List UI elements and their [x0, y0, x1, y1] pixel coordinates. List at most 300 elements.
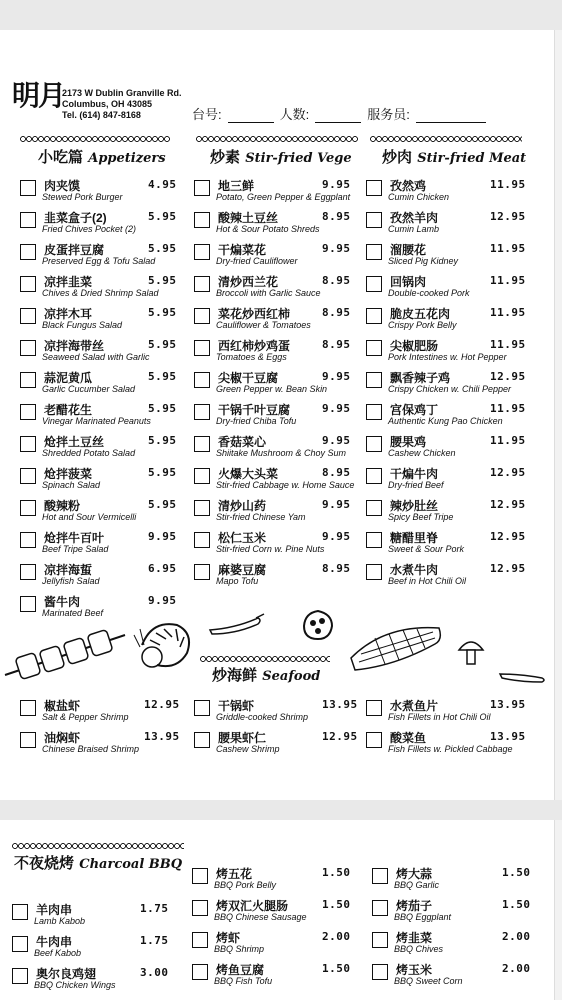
menu-item: [192, 864, 352, 896]
menu-item: [20, 432, 180, 464]
mushroom-icon: [455, 634, 487, 670]
item-name-en: Salt & Pepper Shrimp: [42, 712, 129, 722]
order-checkbox[interactable]: [192, 868, 208, 884]
item-name-en: Jellyfish Salad: [42, 576, 100, 586]
order-checkbox[interactable]: [20, 372, 36, 388]
menu-item: [194, 728, 356, 760]
order-checkbox[interactable]: [194, 340, 210, 356]
menu-item: [366, 528, 526, 560]
item-name-zh: 烤五花: [216, 867, 253, 881]
order-checkbox[interactable]: [20, 308, 36, 324]
item-name-en: Crispy Chicken w. Chili Pepper: [388, 384, 512, 394]
item-name-zh: 宫保鸡丁: [390, 403, 439, 417]
order-checkbox[interactable]: [366, 372, 382, 388]
item-name-zh: 水煮牛肉: [390, 563, 439, 577]
menu-page-2: [0, 820, 562, 1000]
item-name-en: Vinegar Marinated Peanuts: [42, 416, 151, 426]
item-name-en: Chinese Braised Shrimp: [42, 744, 140, 754]
menu-item: [20, 208, 180, 240]
item-name-en: Stir-fried Chinese Yam: [216, 512, 306, 522]
item-price: 13.95: [490, 698, 526, 711]
item-price: 5.95: [148, 402, 177, 415]
order-checkbox[interactable]: [194, 700, 210, 716]
order-checkbox[interactable]: [366, 500, 382, 516]
item-name-zh: 烤大蒜: [396, 867, 433, 881]
item-price: 11.95: [490, 338, 526, 351]
item-name-zh: 清炒西兰花: [218, 275, 279, 289]
item-price: 1.50: [322, 962, 351, 975]
bbq-list: [12, 900, 172, 996]
order-checkbox[interactable]: [194, 276, 210, 292]
menu-item: [194, 272, 356, 304]
menu-item: [366, 336, 526, 368]
item-name-zh: 孜然鸡: [390, 179, 427, 193]
seafood-list: [366, 696, 526, 760]
item-price: 8.95: [322, 562, 351, 575]
item-name-zh: 溜腰花: [390, 243, 427, 257]
item-price: 1.50: [502, 866, 531, 879]
item-name-zh: 腰果虾仁: [218, 731, 267, 745]
item-name-zh: 尖椒干豆腐: [218, 371, 279, 385]
menu-item: [194, 176, 356, 208]
divider: [196, 135, 358, 143]
item-name-zh: 辣炒肚丝: [390, 499, 439, 513]
item-name-en: Fried Chives Pocket (2): [42, 224, 137, 234]
menu-item: [20, 240, 180, 272]
item-price: 5.95: [148, 466, 177, 479]
meat-heading: [382, 146, 526, 167]
order-checkbox[interactable]: [192, 900, 208, 916]
menu-item: [366, 560, 526, 592]
shrimp-icon: [132, 615, 202, 675]
order-fields: [192, 104, 486, 123]
order-checkbox[interactable]: [366, 340, 382, 356]
item-name-zh: 羊肉串: [36, 903, 73, 917]
order-checkbox[interactable]: [20, 404, 36, 420]
item-price: 9.95: [322, 434, 351, 447]
item-name-en: BBQ Pork Belly: [214, 880, 277, 890]
item-name-en: Crispy Pork Belly: [388, 320, 457, 330]
restaurant-address: [62, 88, 182, 121]
item-name-en: Garlic Cucumber Salad: [42, 384, 136, 394]
heading-en: Stir-fried Meat: [417, 151, 527, 166]
meat-list: [366, 176, 526, 592]
item-name-zh: 烤茄子: [396, 899, 433, 913]
item-name-en: Shredded Potato Salad: [42, 448, 136, 458]
menu-item: [366, 496, 526, 528]
table-field[interactable]: [228, 109, 274, 123]
item-name-zh: 炝拌土豆丝: [44, 435, 105, 449]
heading-en: Charcoal BBQ: [79, 857, 183, 872]
item-price: 12.95: [490, 562, 526, 575]
item-price: 8.95: [322, 274, 351, 287]
kabob-icon: [0, 620, 130, 690]
item-price: 5.95: [148, 242, 177, 255]
item-name-en: Beef Kabob: [34, 948, 82, 958]
item-name-en: Potato, Green Pepper & Eggplant: [216, 192, 351, 202]
item-price: 11.95: [490, 402, 526, 415]
chili-pepper-icon: [496, 666, 550, 686]
item-name-en: Hot and Sour Vermicelli: [42, 512, 137, 522]
item-name-en: Pork Intestines w. Hot Pepper: [388, 352, 507, 362]
item-name-en: Lamb Kabob: [34, 916, 86, 926]
item-name-zh: 凉拌木耳: [44, 307, 93, 321]
item-name-zh: 椒盐虾: [44, 699, 81, 713]
order-checkbox[interactable]: [20, 276, 36, 292]
seafood-list: [20, 696, 180, 760]
menu-item: [194, 496, 356, 528]
menu-item: [194, 368, 356, 400]
restaurant-logo: 明月: [12, 79, 65, 112]
item-name-en: BBQ Sweet Corn: [394, 976, 463, 986]
order-checkbox[interactable]: [194, 732, 210, 748]
item-name-en: Stewed Pork Burger: [42, 192, 123, 202]
item-price: 1.50: [322, 866, 351, 879]
people-label: 人数:: [279, 107, 310, 122]
order-checkbox[interactable]: [372, 900, 388, 916]
item-name-zh: 孜然羊肉: [390, 211, 439, 225]
item-name-zh: 烤玉米: [396, 963, 433, 977]
item-name-zh: 炝拌牛百叶: [44, 531, 105, 545]
item-price: 11.95: [490, 306, 526, 319]
menu-item: [366, 464, 526, 496]
order-checkbox[interactable]: [366, 436, 382, 452]
menu-item: [366, 304, 526, 336]
order-checkbox[interactable]: [20, 700, 36, 716]
order-checkbox[interactable]: [20, 596, 36, 612]
heading-zh: 不夜烧烤: [14, 854, 75, 872]
item-name-en: Marinated Beef: [42, 608, 104, 618]
item-name-zh: 火爆大头菜: [218, 467, 279, 481]
item-price: 9.95: [322, 178, 351, 191]
pepper-slice-icon: [300, 608, 336, 642]
order-checkbox[interactable]: [194, 372, 210, 388]
order-checkbox[interactable]: [20, 564, 36, 580]
heading-zh: 炒海鲜: [212, 666, 258, 684]
order-checkbox[interactable]: [366, 212, 382, 228]
order-checkbox[interactable]: [20, 532, 36, 548]
item-name-zh: 干煸菜花: [218, 243, 267, 257]
menu-item: [372, 896, 532, 928]
item-price: 12.95: [490, 530, 526, 543]
divider: [370, 135, 522, 143]
menu-item: [12, 932, 172, 964]
item-name-en: Fish Fillets w. Pickled Cabbage: [388, 744, 513, 754]
item-price: 11.95: [490, 242, 526, 255]
order-checkbox[interactable]: [194, 564, 210, 580]
vegetables-list: [194, 176, 356, 592]
item-name-zh: 蒜泥黄瓜: [44, 371, 93, 385]
server-label: 服务员:: [367, 107, 410, 122]
item-name-en: Shiitake Mushroom & Choy Sum: [216, 448, 347, 458]
heading-zh: 炒肉: [382, 148, 413, 166]
order-checkbox[interactable]: [194, 500, 210, 516]
item-price: 12.95: [144, 698, 180, 711]
order-checkbox[interactable]: [366, 244, 382, 260]
address-line-2: Columbus, OH 43085: [62, 99, 153, 109]
page-edge: [554, 30, 562, 800]
item-price: 9.95: [148, 594, 177, 607]
order-checkbox[interactable]: [12, 904, 28, 920]
order-checkbox[interactable]: [194, 212, 210, 228]
item-name-en: Cumin Chicken: [388, 192, 450, 202]
order-checkbox[interactable]: [194, 404, 210, 420]
item-name-zh: 烤双汇火腿肠: [216, 899, 289, 913]
item-price: 5.95: [148, 434, 177, 447]
item-name-zh: 飘香辣子鸡: [390, 371, 451, 385]
order-checkbox[interactable]: [192, 964, 208, 980]
menu-item: [366, 208, 526, 240]
item-name-en: Double-cooked Pork: [388, 288, 470, 298]
item-name-zh: 干锅虾: [218, 699, 255, 713]
item-name-zh: 水煮鱼片: [390, 699, 439, 713]
item-name-en: Sliced Pig Kidney: [388, 256, 459, 266]
item-name-en: Authentic Kung Pao Chicken: [388, 416, 503, 426]
item-name-zh: 菜花炒西红柿: [218, 307, 291, 321]
item-price: 2.00: [322, 930, 351, 943]
address-line-1: 2173 W Dublin Granville Rd.: [62, 88, 182, 98]
item-name-en: Griddle-cooked Shrimp: [216, 712, 309, 722]
item-name-zh: 肉夹馍: [44, 179, 81, 193]
item-name-en: Spicy Beef Tripe: [388, 512, 454, 522]
item-name-zh: 炝拌菠菜: [44, 467, 93, 481]
item-price: 2.00: [502, 962, 531, 975]
order-checkbox[interactable]: [20, 732, 36, 748]
order-checkbox[interactable]: [12, 936, 28, 952]
item-name-en: Sweet & Sour Pork: [388, 544, 465, 554]
vegetables-heading: [210, 146, 352, 167]
order-checkbox[interactable]: [194, 532, 210, 548]
menu-item: [366, 400, 526, 432]
item-name-zh: 西红柿炒鸡蛋: [218, 339, 291, 353]
item-name-en: Stir-fried Corn w. Pine Nuts: [216, 544, 325, 554]
item-name-en: Cumin Lamb: [388, 224, 440, 234]
menu-item: [366, 240, 526, 272]
item-name-zh: 脆皮五花肉: [390, 307, 451, 321]
order-checkbox[interactable]: [20, 244, 36, 260]
item-name-zh: 烤韭菜: [396, 931, 433, 945]
order-checkbox[interactable]: [192, 932, 208, 948]
menu-item: [20, 176, 180, 208]
item-price: 13.95: [322, 698, 358, 711]
order-checkbox[interactable]: [20, 340, 36, 356]
item-name-zh: 老醋花生: [44, 403, 93, 417]
item-price: 8.95: [322, 306, 351, 319]
menu-item: [20, 528, 180, 560]
heading-zh: 炒素: [210, 148, 241, 166]
item-name-zh: 凉拌海蜇: [44, 563, 93, 577]
item-name-zh: 烤虾: [216, 931, 241, 945]
item-name-en: Hot & Sour Potato Shreds: [216, 224, 320, 234]
item-price: 9.95: [322, 402, 351, 415]
item-name-en: Chives & Dried Shrimp Salad: [42, 288, 159, 298]
order-checkbox[interactable]: [20, 180, 36, 196]
item-price: 8.95: [322, 210, 351, 223]
heading-zh: 小吃篇: [38, 148, 84, 166]
order-checkbox[interactable]: [194, 468, 210, 484]
item-name-en: BBQ Garlic: [394, 880, 440, 890]
item-name-zh: 韭菜盒子(2): [44, 211, 107, 225]
order-checkbox[interactable]: [366, 700, 382, 716]
order-checkbox[interactable]: [366, 468, 382, 484]
order-checkbox[interactable]: [372, 932, 388, 948]
item-price: 1.50: [322, 898, 351, 911]
item-name-en: Beef in Hot Chili Oil: [388, 576, 467, 586]
menu-item: [194, 528, 356, 560]
item-price: 9.95: [322, 498, 351, 511]
item-name-en: BBQ Shrimp: [214, 944, 265, 954]
item-price: 9.95: [322, 242, 351, 255]
order-checkbox[interactable]: [194, 436, 210, 452]
item-name-en: Cauliflower & Tomatoes: [216, 320, 311, 330]
phone: Tel. (614) 847-8168: [62, 110, 141, 120]
item-price: 4.95: [148, 178, 177, 191]
order-checkbox[interactable]: [366, 404, 382, 420]
order-checkbox[interactable]: [366, 564, 382, 580]
item-name-zh: 烤鱼豆腐: [216, 963, 265, 977]
order-checkbox[interactable]: [20, 468, 36, 484]
item-price: 2.00: [502, 930, 531, 943]
item-name-en: BBQ Chicken Wings: [34, 980, 116, 990]
item-name-zh: 凉拌韭菜: [44, 275, 93, 289]
order-checkbox[interactable]: [194, 308, 210, 324]
menu-item: [194, 432, 356, 464]
menu-item: [20, 696, 180, 728]
item-name-en: Preserved Egg & Tofu Salad: [42, 256, 156, 266]
item-name-zh: 麻婆豆腐: [218, 563, 267, 577]
order-checkbox[interactable]: [372, 964, 388, 980]
order-checkbox[interactable]: [20, 500, 36, 516]
menu-item: [20, 336, 180, 368]
item-price: 9.95: [322, 530, 351, 543]
item-name-en: Seaweed Salad with Garlic: [42, 352, 150, 362]
item-name-en: BBQ Chinese Sausage: [214, 912, 307, 922]
menu-item: [20, 560, 180, 592]
menu-page-1: [0, 30, 562, 800]
item-price: 6.95: [148, 562, 177, 575]
seafood-list: [194, 696, 356, 760]
appetizers-list: [20, 176, 180, 624]
item-name-en: Spinach Salad: [42, 480, 101, 490]
menu-item: [366, 368, 526, 400]
order-checkbox[interactable]: [366, 308, 382, 324]
item-name-en: BBQ Eggplant: [394, 912, 452, 922]
item-price: 5.95: [148, 274, 177, 287]
item-name-en: Mapo Tofu: [216, 576, 259, 586]
item-name-zh: 尖椒肥肠: [390, 339, 439, 353]
menu-item: [194, 464, 356, 496]
order-checkbox[interactable]: [20, 436, 36, 452]
order-checkbox[interactable]: [366, 276, 382, 292]
item-price: 11.95: [490, 274, 526, 287]
order-checkbox[interactable]: [194, 244, 210, 260]
menu-item: [20, 400, 180, 432]
order-checkbox[interactable]: [366, 532, 382, 548]
menu-item: [194, 400, 356, 432]
menu-item: [20, 368, 180, 400]
item-name-zh: 酸菜鱼: [390, 731, 427, 745]
order-checkbox[interactable]: [366, 732, 382, 748]
item-price: 11.95: [490, 434, 526, 447]
item-name-zh: 清炒山药: [218, 499, 267, 513]
order-checkbox[interactable]: [20, 212, 36, 228]
server-field[interactable]: [416, 109, 486, 123]
chili-pepper-icon: [206, 612, 266, 636]
menu-item: [194, 208, 356, 240]
item-name-zh: 皮蛋拌豆腐: [44, 243, 105, 257]
menu-item: [192, 928, 352, 960]
item-name-en: BBQ Chives: [394, 944, 444, 954]
menu-item: [194, 560, 356, 592]
item-price: 1.50: [502, 898, 531, 911]
heading-en: Appetizers: [88, 151, 166, 166]
item-name-en: Fish Fillets in Hot Chili Oil: [388, 712, 491, 722]
item-name-zh: 酸辣土豆丝: [218, 211, 279, 225]
seafood-heading: [212, 664, 320, 685]
item-price: 5.95: [148, 306, 177, 319]
item-price: 12.95: [490, 370, 526, 383]
item-name-en: Tomatoes & Eggs: [216, 352, 287, 362]
order-checkbox[interactable]: [366, 180, 382, 196]
divider: [12, 842, 184, 850]
menu-item: [372, 928, 532, 960]
item-name-zh: 腰果鸡: [390, 435, 427, 449]
item-name-en: Cashew Chicken: [388, 448, 456, 458]
item-name-en: Black Fungus Salad: [42, 320, 123, 330]
menu-item: [372, 864, 532, 896]
item-name-zh: 糖醋里脊: [390, 531, 439, 545]
menu-item: [194, 304, 356, 336]
order-checkbox[interactable]: [12, 968, 28, 984]
item-price: 12.95: [490, 210, 526, 223]
item-name-zh: 牛肉串: [36, 935, 73, 949]
item-name-zh: 回锅肉: [390, 275, 427, 289]
menu-item: [12, 964, 172, 996]
menu-item: [20, 728, 180, 760]
item-price: 9.95: [148, 530, 177, 543]
heading-en: Stir-fried Vege: [245, 151, 352, 166]
item-name-en: Dry-fried Beef: [388, 480, 444, 490]
item-price: 9.95: [322, 370, 351, 383]
menu-item: [20, 304, 180, 336]
item-price: 11.95: [490, 178, 526, 191]
item-price: 8.95: [322, 338, 351, 351]
menu-item: [194, 336, 356, 368]
bbq-heading: [14, 852, 182, 873]
divider: [20, 135, 170, 143]
item-name-zh: 奥尔良鸡翅: [36, 967, 97, 981]
item-name-en: Green Pepper w. Bean Skin: [216, 384, 328, 394]
divider: [200, 655, 330, 663]
item-name-en: Dry-fried Chiba Tofu: [216, 416, 297, 426]
bbq-list: [192, 864, 352, 992]
item-name-zh: 干煸牛肉: [390, 467, 439, 481]
order-checkbox[interactable]: [372, 868, 388, 884]
order-checkbox[interactable]: [194, 180, 210, 196]
item-price: 12.95: [490, 466, 526, 479]
menu-item: [20, 464, 180, 496]
people-field[interactable]: [315, 109, 361, 123]
item-name-zh: 油焖虾: [44, 731, 81, 745]
menu-item: [194, 240, 356, 272]
item-price: 5.95: [148, 370, 177, 383]
menu-item: [372, 960, 532, 992]
menu-item: [20, 272, 180, 304]
item-name-zh: 干锅千叶豆腐: [218, 403, 291, 417]
item-name-en: Stir-fried Cabbage w. Home Sauce: [216, 480, 355, 490]
item-name-zh: 松仁玉米: [218, 531, 267, 545]
item-name-zh: 酱牛肉: [44, 595, 81, 609]
